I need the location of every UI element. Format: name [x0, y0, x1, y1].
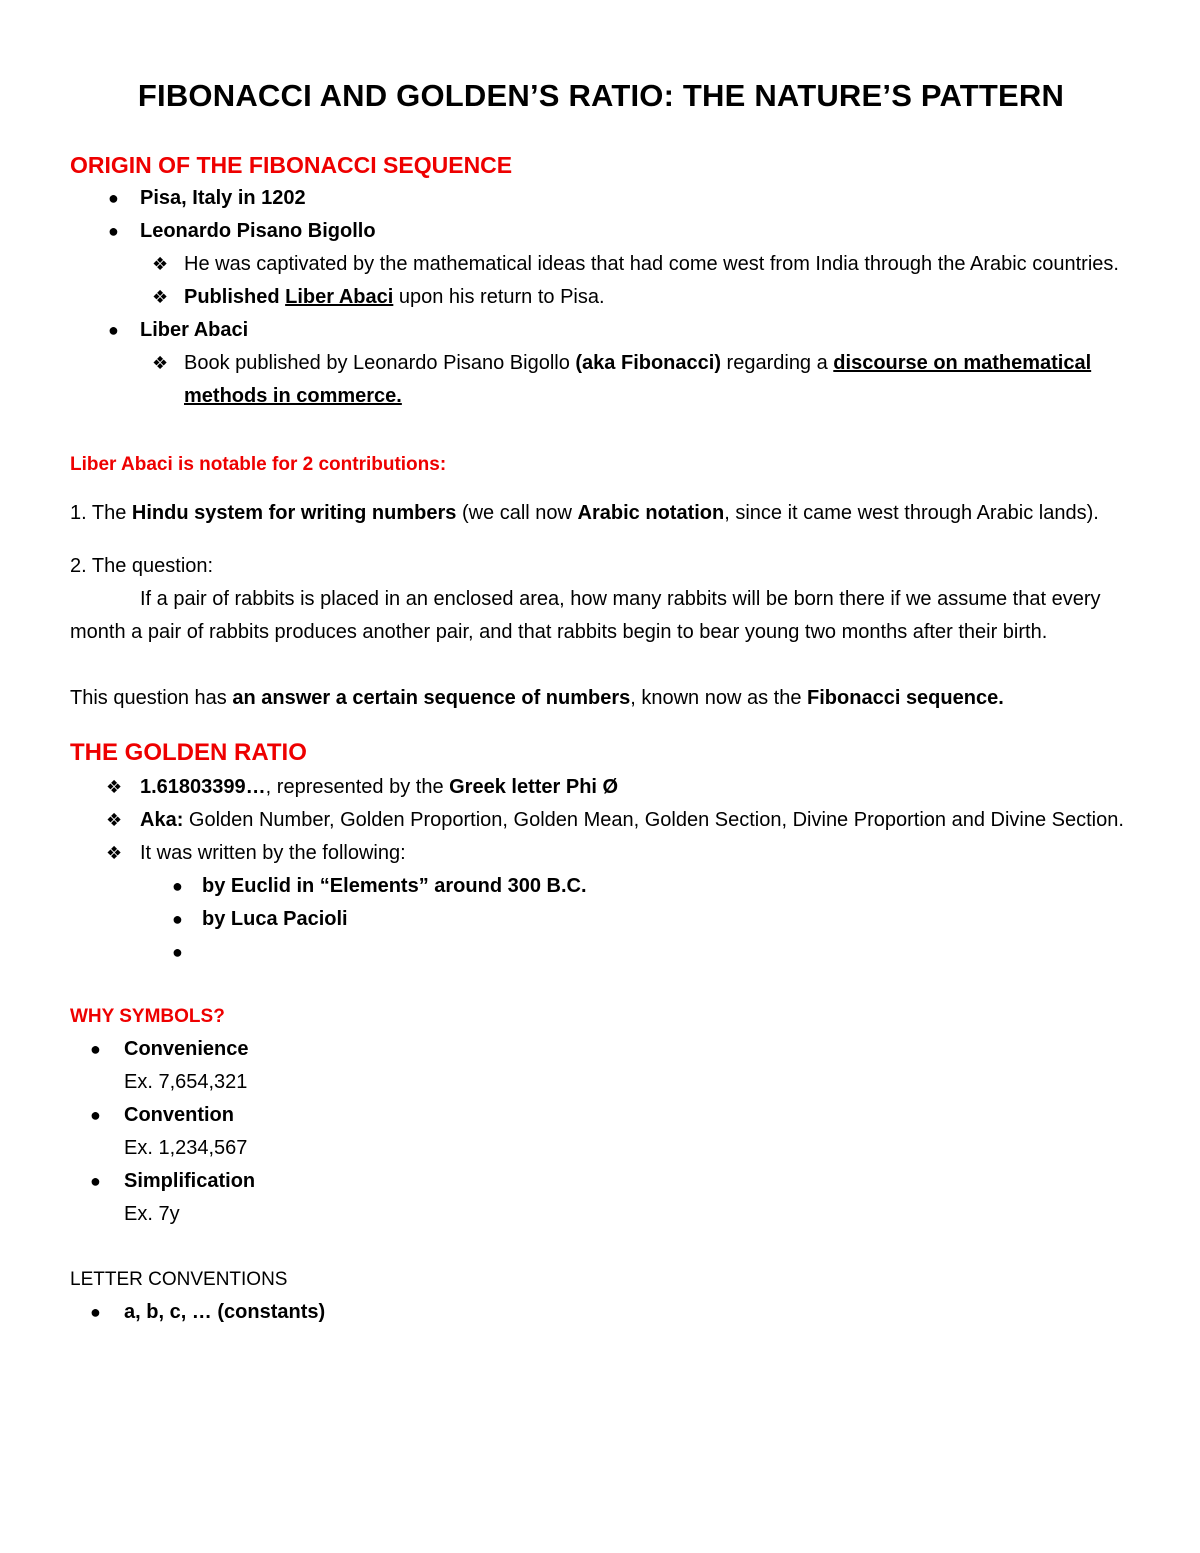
golden-ratio-list: [70, 771, 1132, 969]
list-item-text: It was written by the following:: [140, 842, 406, 864]
list-item-text: Convenience: [124, 1038, 249, 1060]
list-item-text: He was captivated by the mathematical ideas that had come west from India through the Arabic countries.: [184, 253, 1119, 275]
diamond-bullet-icon: ❖: [106, 810, 123, 830]
bullet-icon: ●: [90, 1039, 101, 1059]
list-item: [70, 1165, 1132, 1231]
list-item: [70, 1033, 1132, 1099]
list-item: [70, 804, 1132, 837]
text-span: , known now as the: [630, 687, 808, 709]
bullet-icon: ●: [172, 942, 183, 962]
list-item-text: [202, 941, 208, 963]
bullet-icon: ●: [172, 909, 183, 929]
letter-conventions-heading: LETTER CONVENTIONS: [70, 1269, 288, 1290]
list-item: [70, 1296, 1132, 1329]
bullet-icon: ●: [108, 320, 119, 340]
diamond-bullet-icon: ❖: [152, 287, 169, 307]
bullet-icon: ●: [172, 876, 183, 896]
text-bold: an answer a certain sequence of numbers: [232, 687, 631, 709]
text-span: (we call now: [456, 502, 578, 524]
bullet-icon: ●: [90, 1105, 101, 1125]
text-bold: Published: [184, 286, 286, 308]
list-item: [70, 837, 1132, 870]
text-bold: Hindu system for writing numbers: [131, 502, 457, 524]
symbols-list: [70, 1033, 1132, 1231]
bullet-icon: ●: [90, 1302, 101, 1322]
discourse-underlined: discourse on mathematical methods in commerce.: [184, 352, 1092, 407]
text-span: upon his return to Pisa.: [393, 286, 605, 308]
list-item: [70, 1099, 1132, 1165]
diamond-bullet-icon: ❖: [152, 353, 169, 373]
document-page: [70, 74, 1132, 1329]
list-item-text: a, b, c, … (constants): [124, 1301, 326, 1323]
text-span: , represented by the: [265, 776, 450, 798]
text-span: regarding a: [721, 352, 834, 374]
bullet-icon: ●: [108, 221, 119, 241]
text-bold: 1.61803399…: [140, 776, 266, 798]
page-title: FIBONACCI AND GOLDEN’S RATIO: THE NATURE’S PATTERN: [137, 78, 1065, 113]
sub-list-item: [70, 903, 1132, 936]
rabbit-question: If a pair of rabbits is placed in an enclosed area, how many rabbits will be born there if we assume that every month a pair of rabbits produces another pair, and that rabbits begin to bear young two months after their birth.: [70, 588, 1101, 643]
bullet-icon: ●: [90, 1171, 101, 1191]
list-item-text: by Luca Pacioli: [202, 908, 348, 930]
example-text: Ex. 1,234,567: [124, 1137, 248, 1159]
list-item: [70, 314, 1132, 347]
text-span: 1. The: [70, 502, 132, 524]
list-item: [70, 771, 1132, 804]
contribution-1: [70, 497, 1132, 530]
text-bold: Greek letter Phi Ø: [449, 776, 619, 798]
liber-abaci-underlined: Liber Abaci: [285, 286, 394, 308]
sub-list-item-empty: [70, 936, 1132, 969]
list-item-text: by Euclid in “Elements” around 300 B.C.: [202, 875, 587, 897]
list-item-text: Convention: [124, 1104, 234, 1126]
diamond-bullet-icon: ❖: [106, 843, 123, 863]
sub-list-item: [70, 870, 1132, 903]
diamond-bullet-icon: ❖: [152, 254, 169, 274]
example-text: Ex. 7y: [124, 1203, 180, 1225]
answer-paragraph: [70, 682, 1132, 715]
sub-list-item: [70, 347, 1132, 413]
text-span: , since it came west through Arabic lands).: [724, 502, 1099, 524]
list-item-text: Pisa, Italy in 1202: [140, 187, 306, 209]
list-item-text: Simplification: [124, 1170, 256, 1192]
example-text: Ex. 7,654,321: [124, 1071, 248, 1093]
text-span: Book published by Leonardo Pisano Bigollo: [184, 352, 576, 374]
text-bold: Fibonacci sequence.: [807, 687, 1004, 709]
origin-list: [70, 182, 1132, 413]
text-bold: Arabic notation: [577, 502, 725, 524]
golden-ratio-heading: THE GOLDEN RATIO: [70, 739, 307, 766]
letter-conventions-list: [70, 1296, 1132, 1329]
contributions-heading: Liber Abaci is notable for 2 contributions:: [70, 454, 447, 475]
list-item: [70, 182, 1132, 215]
origin-heading: ORIGIN OF THE FIBONACCI SEQUENCE: [70, 152, 513, 178]
text-span: This question has: [70, 687, 233, 709]
sub-list-item: [70, 248, 1132, 281]
text-bold: (aka Fibonacci): [575, 352, 721, 374]
contribution-2-label: 2. The question:: [70, 555, 214, 577]
text-bold: Aka:: [140, 809, 184, 831]
list-item: [70, 215, 1132, 248]
bullet-icon: ●: [108, 188, 119, 208]
diamond-bullet-icon: ❖: [106, 777, 123, 797]
list-item-text: Liber Abaci: [140, 319, 249, 341]
sub-list-item: [70, 281, 1132, 314]
text-span: Golden Number, Golden Proportion, Golden Mean, Golden Section, Divine Proportion and Divine Section.: [183, 809, 1124, 831]
list-item-text: Leonardo Pisano Bigollo: [140, 220, 376, 242]
why-symbols-heading: WHY SYMBOLS?: [70, 1006, 225, 1027]
